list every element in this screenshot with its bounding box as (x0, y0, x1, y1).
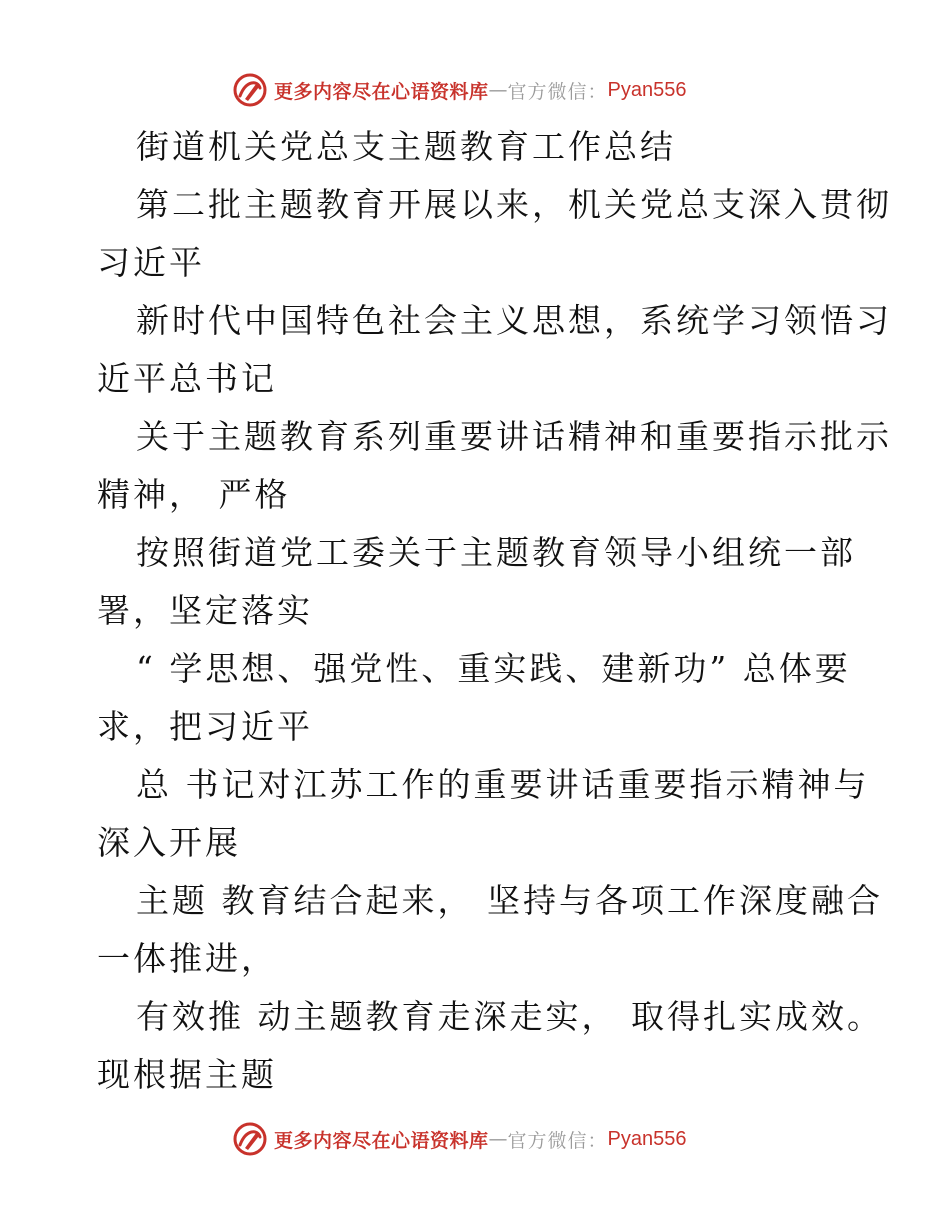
paragraph-line: 总 书记对江苏工作的重要讲话重要指示精神与 (136, 765, 870, 804)
header-banner (232, 72, 687, 108)
paragraph-line: 署，坚定落实 (97, 591, 313, 630)
banner-wechat-label: 官方微信： (507, 80, 608, 103)
paragraph-line: “ 学思想、强党性、重实践、建新功” 总体要 (136, 649, 851, 688)
banner-wechat-label: 官方微信： (507, 1129, 608, 1152)
paragraph-line: 按照街道党工委关于主题教育领导小组统一部 (136, 533, 856, 572)
banner-dash: — (488, 79, 508, 101)
paragraph-line: 习近平 (97, 243, 205, 282)
paragraph-line: 第二批主题教育开展以来，机关党总支深入贯彻 (136, 185, 892, 224)
paragraph-line: 关于主题教育系列重要讲话精神和重要指示批示 (136, 417, 892, 456)
banner-promo-text: 更多内容尽在心语资料库 (274, 1129, 489, 1152)
paragraph-line: 近平总书记 (97, 359, 277, 398)
paragraph-line: 有效推 动主题教育走深走实， 取得扎实成效。 (136, 997, 883, 1036)
paragraph-line: 新时代中国特色社会主义思想，系统学习领悟习 (136, 301, 892, 340)
pen-swirl-logo-icon (232, 1121, 268, 1157)
pen-swirl-logo-icon (232, 72, 268, 108)
paragraph-line: 现根据主题 (97, 1055, 277, 1094)
paragraph-line: 求，把习近平 (97, 707, 313, 746)
footer-banner (232, 1121, 687, 1157)
banner-wechat-id: Pyan556 (607, 1127, 687, 1150)
paragraph-line: 精神， 严格 (97, 475, 291, 514)
document-title: 街道机关党总支主题教育工作总结 (136, 127, 676, 166)
paragraph-line: 一体推进， (97, 939, 277, 978)
banner-dash: — (488, 1128, 508, 1150)
banner-wechat-id: Pyan556 (607, 78, 687, 101)
banner-promo-text: 更多内容尽在心语资料库 (274, 80, 489, 103)
paragraph-line: 深入开展 (97, 823, 241, 862)
paragraph-line: 主题 教育结合起来， 坚持与各项工作深度融合 (136, 881, 883, 920)
